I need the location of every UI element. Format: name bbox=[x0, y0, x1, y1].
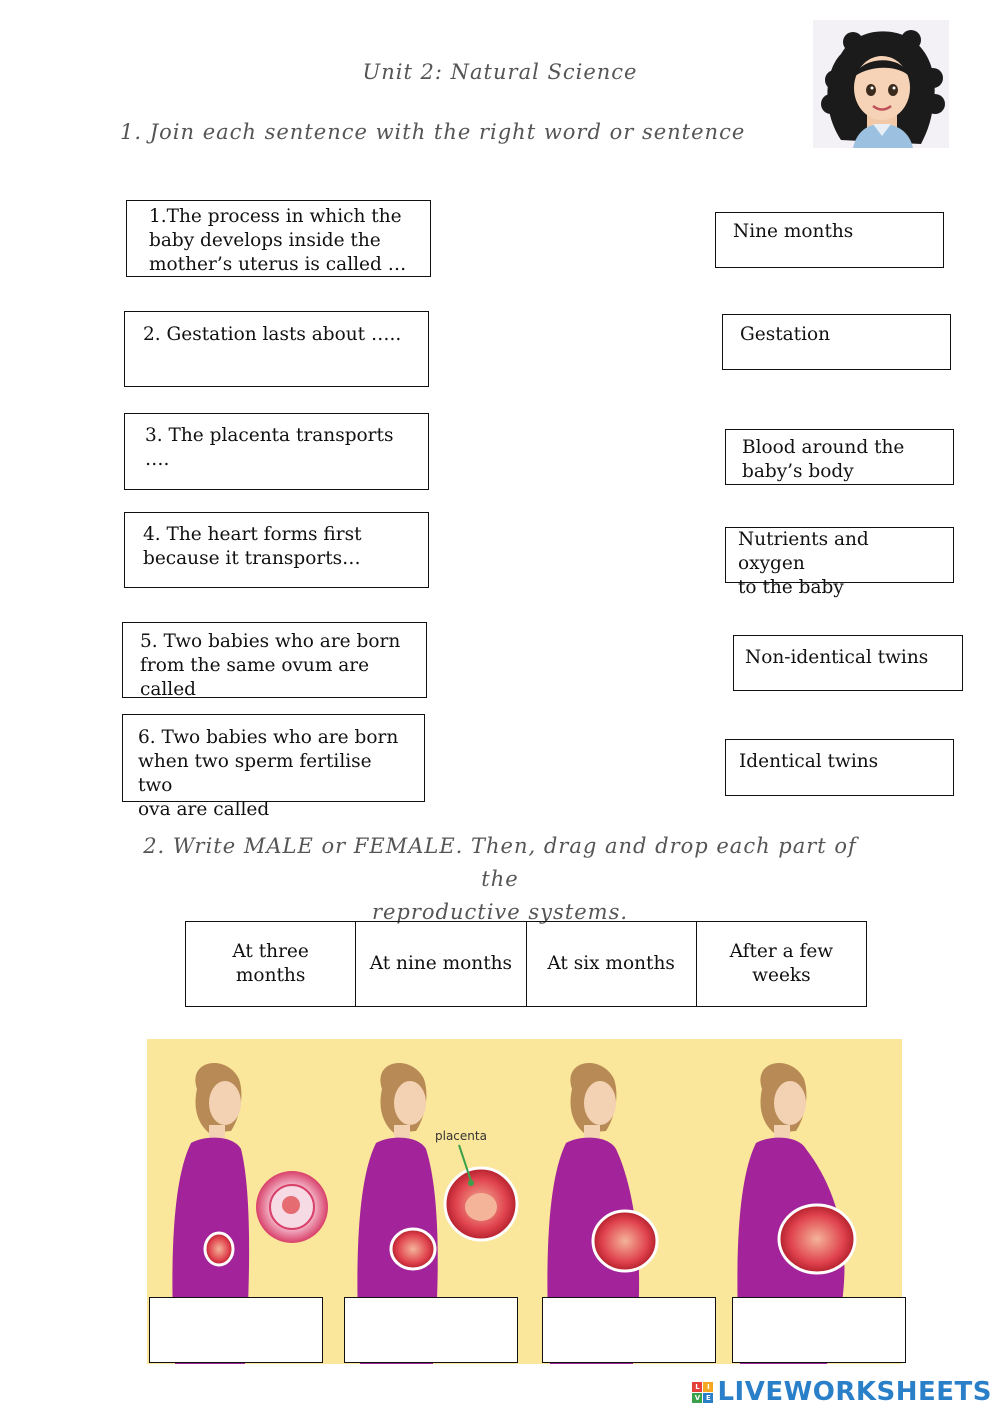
right-answer-2[interactable]: Gestation bbox=[722, 314, 951, 370]
stage-label[interactable]: At six months bbox=[527, 922, 697, 1006]
right-answer-1[interactable]: Nine months bbox=[715, 212, 944, 268]
liveworksheets-logo bbox=[692, 1377, 992, 1407]
right-answer-6[interactable]: Identical twins bbox=[725, 739, 954, 796]
left-sentence-6[interactable]: 6. Two babies who are born when two sperm fertilise two ova are called bbox=[122, 714, 425, 802]
stage-label[interactable]: At nine months bbox=[356, 922, 526, 1006]
right-answer-4[interactable]: Nutrients and oxygen to the baby bbox=[725, 527, 954, 583]
logo-mark-icon bbox=[692, 1382, 713, 1403]
placenta-label: placenta bbox=[435, 1129, 487, 1143]
logo-text: LIVEWORKSHEETS bbox=[717, 1377, 992, 1407]
logo-mark-letter: V bbox=[692, 1393, 702, 1403]
page-title: Unit 2: Natural Science bbox=[362, 60, 638, 84]
left-sentence-5[interactable]: 5. Two babies who are born from the same ovum are called bbox=[122, 622, 427, 698]
logo-mark-letter: L bbox=[692, 1382, 702, 1392]
left-sentence-3[interactable]: 3. The placenta transports …. bbox=[124, 413, 429, 490]
logo-mark-letter: I bbox=[703, 1382, 713, 1392]
drop-box-2[interactable] bbox=[344, 1297, 518, 1363]
logo-mark-letter: E bbox=[703, 1393, 713, 1403]
right-answer-3[interactable]: Blood around the baby’s body bbox=[725, 429, 954, 485]
stage-label[interactable]: At three months bbox=[186, 922, 356, 1006]
left-sentence-4[interactable]: 4. The heart forms first because it transports… bbox=[124, 512, 429, 588]
right-answer-5[interactable]: Non-identical twins bbox=[733, 635, 963, 691]
instruction-2: 2. Write MALE or FEMALE. Then, drag and drop each part of the reproductive systems. bbox=[143, 834, 857, 924]
stage-label[interactable]: After a few weeks bbox=[729, 941, 834, 986]
drop-box-1[interactable] bbox=[149, 1297, 323, 1363]
stage-labels bbox=[185, 921, 867, 1007]
instruction-1: 1. Join each sentence with the right word or sentence bbox=[120, 120, 746, 144]
avatar bbox=[813, 20, 949, 148]
drop-box-3[interactable] bbox=[542, 1297, 716, 1363]
drop-box-4[interactable] bbox=[732, 1297, 906, 1363]
left-sentence-2[interactable]: 2. Gestation lasts about ….. bbox=[124, 311, 429, 387]
left-sentence-1[interactable]: 1.The process in which the baby develops inside the mother’s uterus is called … bbox=[126, 200, 431, 277]
